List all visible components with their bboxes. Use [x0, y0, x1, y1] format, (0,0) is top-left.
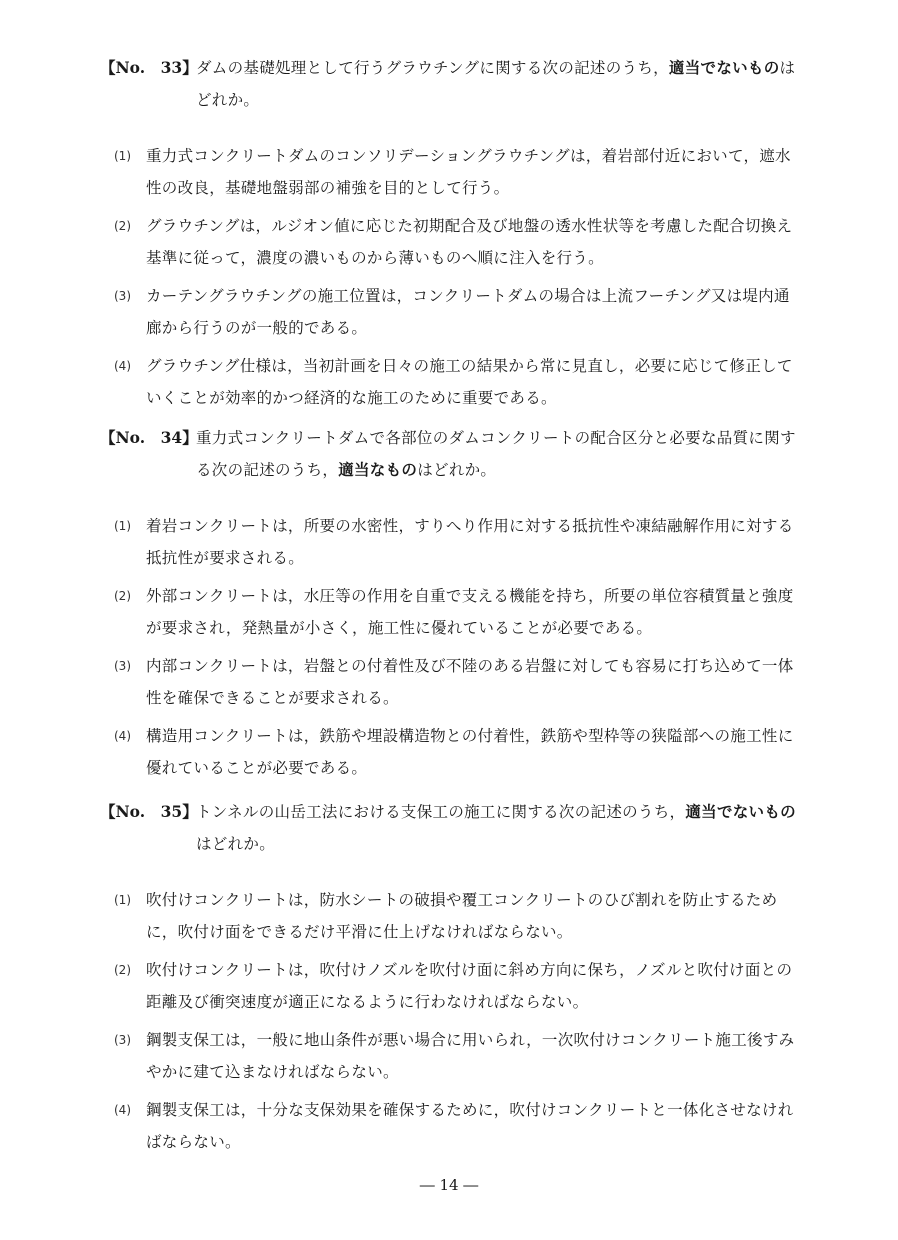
option-text: 鋼製支保工は，十分な支保効果を確保するために，吹付けコンクリートと一体化させなければならない。 [146, 1101, 794, 1151]
question-header [100, 52, 800, 116]
option-text: 吹付けコンクリートは，防水シートの破損や覆工コンクリートのひび割れを防止するために，吹付け面をできるだけ平滑に仕上げなければならない。 [146, 891, 778, 941]
stem-emphasis: 適当でないもの [668, 58, 780, 77]
question-number: 【No. 33】 [100, 58, 198, 77]
stem-text-end: はどれか。 [196, 59, 796, 109]
option-item [114, 580, 800, 644]
stem-emphasis: 適当でないもの [685, 802, 796, 821]
option-number: (2) [114, 963, 131, 977]
option-item [114, 720, 800, 784]
option-number: (2) [114, 219, 131, 233]
question-34 [100, 422, 800, 790]
stem-text-end: はどれか。 [417, 461, 497, 479]
option-item [114, 954, 800, 1018]
question-header [100, 422, 800, 486]
option-number: (3) [114, 659, 131, 673]
option-text: 着岩コンクリートは，所要の水密性，すりへり作用に対する抵抗性や凍結融解作用に対する抵抗性が要求される。 [146, 517, 794, 567]
stem-text: トンネルの山岳工法における支保工の施工に関する次の記述のうち， [196, 803, 686, 821]
option-number: (2) [114, 589, 131, 603]
stem-emphasis: 適当なもの [338, 460, 418, 479]
option-item [114, 350, 800, 414]
question-stem [196, 52, 800, 116]
option-number: (3) [114, 1033, 131, 1047]
option-text: 重力式コンクリートダムのコンソリデーショングラウチングは，着岩部付近において，遮水性の改良，基礎地盤弱部の補強を目的として行う。 [146, 147, 791, 197]
option-number: (4) [114, 1103, 131, 1117]
option-text: 内部コンクリートは，岩盤との付着性及び不陸のある岩盤に対しても容易に打ち込めて一体性を確保できることが要求される。 [146, 657, 794, 707]
option-item [114, 650, 800, 714]
option-item [114, 1094, 800, 1158]
option-item [114, 884, 800, 948]
option-text: 吹付けコンクリートは，吹付けノズルを吹付け面に斜め方向に保ち，ノズルと吹付け面との距離及び衝突速度が適正になるように行わなければならない。 [146, 961, 793, 1011]
option-text: 鋼製支保工は，一般に地山条件が悪い場合に用いられ，一次吹付けコンクリート施工後すみやかに建て込まなければならない。 [146, 1031, 795, 1081]
option-item [114, 510, 800, 574]
option-number: (1) [114, 519, 131, 533]
option-text: グラウチングは，ルジオン値に応じた初期配合及び地盤の透水性状等を考慮した配合切換え基準に従って，濃度の濃いものから薄いものへ順に注入を行う。 [146, 217, 793, 267]
stem-text: ダムの基礎処理として行うグラウチングに関する次の記述のうち， [196, 59, 669, 77]
question-33 [100, 52, 800, 420]
option-number: (4) [114, 729, 131, 743]
option-item [114, 210, 800, 274]
option-number: (1) [114, 149, 131, 163]
option-item [114, 140, 800, 204]
question-number: 【No. 34】 [100, 428, 198, 447]
option-list [100, 884, 800, 1158]
option-number: (4) [114, 359, 131, 373]
option-text: カーテングラウチングの施工位置は，コンクリートダムの場合は上流フーチング又は堤内通廊から行うのが一般的である。 [146, 287, 790, 337]
question-stem [196, 796, 800, 860]
stem-text: 重力式コンクリートダムで各部位のダムコンクリートの配合区分と必要な品質に関する次の記述のうち， [196, 429, 796, 479]
option-text: 構造用コンクリートは，鉄筋や埋設構造物との付着性，鉄筋や型枠等の狭隘部への施工性に優れていることが必要である。 [146, 727, 794, 777]
option-item [114, 280, 800, 344]
option-number: (1) [114, 893, 131, 907]
question-header [100, 796, 800, 860]
page-number: ― 14 ― [419, 1176, 479, 1194]
option-list [100, 140, 800, 414]
question-stem [196, 422, 800, 486]
option-number: (3) [114, 289, 131, 303]
option-text: 外部コンクリートは，水圧等の作用を自重で支える機能を持ち，所要の単位容積質量と強度が要求され，発熱量が小さく，施工性に優れていることが必要である。 [146, 587, 794, 637]
question-35 [100, 796, 800, 1164]
option-item [114, 1024, 800, 1088]
question-number: 【No. 35】 [100, 802, 198, 821]
option-text: グラウチング仕様は，当初計画を日々の施工の結果から常に見直し，必要に応じて修正していくことが効率的かつ経済的な施工のために重要である。 [146, 357, 793, 407]
stem-text-end: はどれか。 [196, 835, 276, 853]
option-list [100, 510, 800, 784]
